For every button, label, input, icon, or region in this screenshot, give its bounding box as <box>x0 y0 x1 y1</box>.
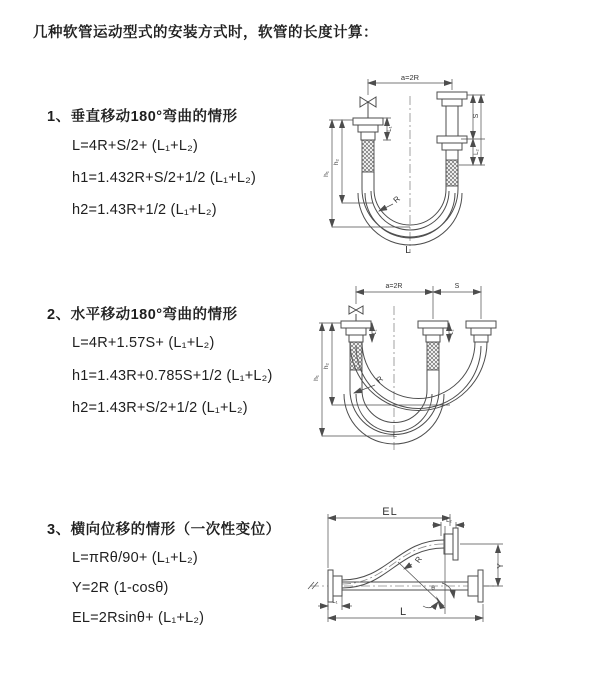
valve-icon <box>360 97 376 118</box>
dim-label-l1: L₁ <box>332 599 338 605</box>
formula-line: L=4R+1.57S+ (L₁+L₂) <box>72 335 215 351</box>
dim-label-r: R <box>374 374 385 385</box>
dim-label-h2: h₂ <box>333 158 340 166</box>
hose-body <box>344 342 487 444</box>
dim-label-s: S <box>473 113 480 119</box>
dim-label-l: L <box>393 432 397 439</box>
formula-line: L=4R+S/2+ (L₁+L₂) <box>72 138 198 154</box>
formula-line: h1=1.432R+S/2+1/2 (L₁+L₂) <box>72 170 257 186</box>
dim-label-y: Y <box>496 563 505 569</box>
dim-label-a2r: a=2R <box>385 283 403 290</box>
flange-fittings <box>328 528 483 602</box>
diagram-vertical-180-bend <box>313 70 573 262</box>
page-title: 几种软管运动型式的安装方式时，软管的长度计算： <box>33 25 378 41</box>
dim-label-theta: θ <box>431 585 435 592</box>
formula-line: EL=2Rsinθ+ (L₁+L₂) <box>72 610 205 626</box>
dim-label-l2: L₂ <box>449 329 455 335</box>
flange-fittings <box>341 321 496 342</box>
formula-line: h2=1.43R+S/2+1/2 (L₁+L₂) <box>72 400 248 416</box>
dim-label-l2: L₂ <box>474 149 480 155</box>
formula-line: Y=2R (1-cosθ) <box>72 580 169 596</box>
formula-line: h1=1.43R+0.785S+1/2 (L₁+L₂) <box>72 368 273 384</box>
dim-label-l2: L₂ <box>446 518 452 524</box>
section-2-heading: 2、水平移动180°弯曲的情形 <box>47 307 238 323</box>
section-3-heading: 3、横向位移的情形（一次性变位） <box>47 522 281 538</box>
dim-label-h1: h₁ <box>313 375 320 381</box>
dim-label-el: EL <box>382 506 398 518</box>
dim-label-h2: h₂ <box>323 362 330 370</box>
dim-label-r: R <box>391 194 402 205</box>
dim-label-l: L <box>399 606 407 618</box>
formula-line: L=πRθ/90+ (L₁+L₂) <box>72 550 198 566</box>
dim-label-a2r: a=2R <box>400 73 420 82</box>
formula-line: h2=1.43R+1/2 (L₁+L₂) <box>72 202 217 218</box>
diagram-horizontal-180-bend <box>308 278 598 463</box>
dim-label-h1: h₁ <box>323 171 330 177</box>
dimension-lines <box>318 514 503 622</box>
dim-label-s: S <box>454 283 460 290</box>
pipe-break-mark <box>308 582 318 589</box>
dim-label-r: R <box>413 554 424 565</box>
valve-icon <box>349 306 363 321</box>
section-1-heading: 1、垂直移动180°弯曲的情形 <box>47 109 238 125</box>
dimension-lines <box>319 286 481 436</box>
diagram-lateral-displacement <box>298 498 598 653</box>
dim-label-l1: L₁ <box>372 329 378 335</box>
dim-label-l: L <box>405 245 411 256</box>
dim-label-l1: L₁ <box>387 126 393 132</box>
